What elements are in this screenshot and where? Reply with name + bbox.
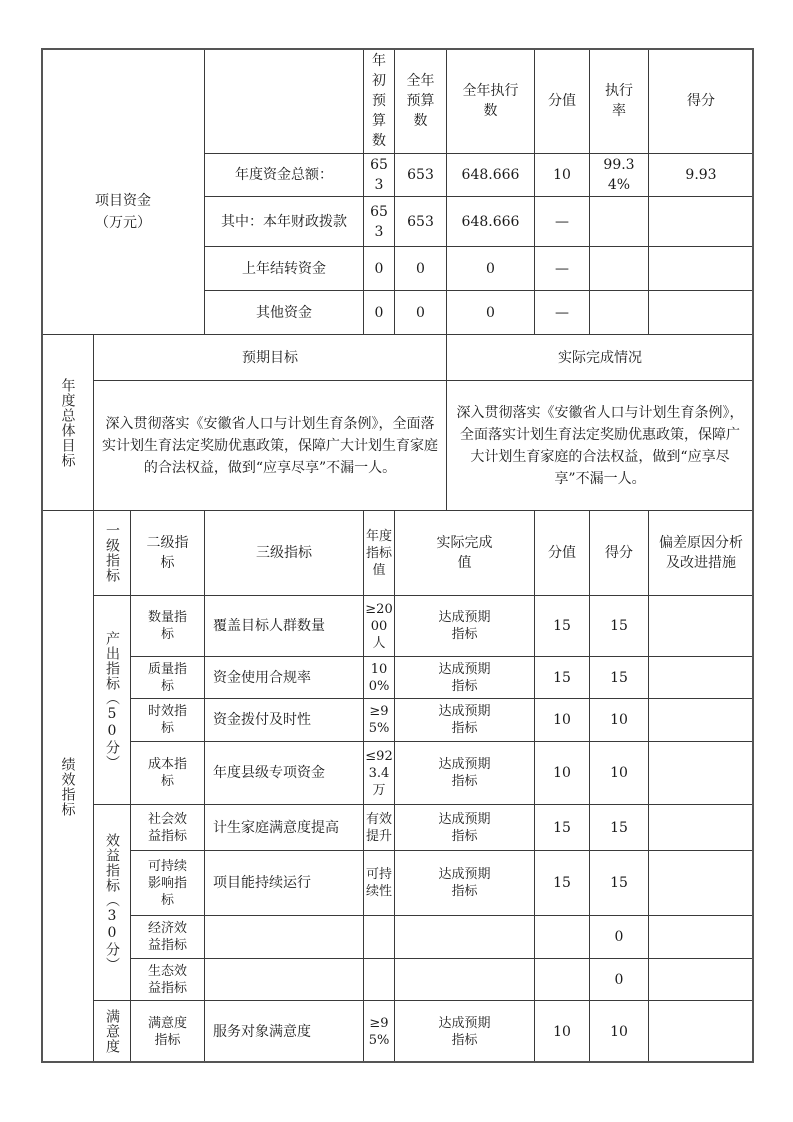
indicator-target bbox=[363, 656, 395, 699]
funds-row-label bbox=[204, 153, 364, 197]
header-level3 bbox=[204, 510, 364, 596]
indicator-score bbox=[589, 656, 649, 699]
header-score-text: 得分 bbox=[605, 545, 633, 561]
header-score bbox=[589, 510, 649, 596]
header-score-value bbox=[534, 48, 590, 154]
indicator-score-value bbox=[534, 656, 590, 699]
level1-output-text: 产出指标（50分） bbox=[104, 630, 120, 770]
indicator-level2 bbox=[130, 804, 205, 851]
goals-expected-text bbox=[93, 380, 447, 511]
indicator-target bbox=[363, 850, 395, 916]
funds-annual-budget-text: 653 bbox=[407, 167, 434, 183]
indicator-level2 bbox=[130, 656, 205, 699]
header-initial-budget bbox=[363, 48, 395, 154]
indicator-score-value bbox=[534, 1000, 590, 1063]
indicator-target bbox=[363, 698, 395, 742]
indicator-deviation bbox=[648, 915, 754, 959]
funds-row-label bbox=[204, 246, 364, 291]
funds-annual-execution bbox=[446, 153, 535, 197]
header-target-text: 年度指标值 bbox=[365, 528, 392, 578]
indicator-score-value-text: 10 bbox=[553, 1023, 571, 1040]
indicator-score-value bbox=[534, 915, 590, 959]
indicator-score-value bbox=[534, 741, 590, 805]
indicator-actual bbox=[394, 656, 535, 699]
funds-score-text: 9.93 bbox=[685, 167, 717, 183]
funds-score bbox=[648, 246, 754, 291]
indicator-deviation bbox=[648, 804, 754, 851]
indicator-score bbox=[589, 958, 649, 1001]
indicator-score-text: 10 bbox=[610, 712, 628, 728]
funds-score-value-text: — bbox=[555, 260, 569, 277]
indicator-level3-text: 计生家庭满意度提高 bbox=[213, 819, 339, 836]
funds-score-value bbox=[534, 196, 590, 247]
funds-score-value-text: 10 bbox=[553, 167, 571, 183]
header-actual-text: 实际完成值 bbox=[436, 535, 493, 571]
header-deviation-text: 偏差原因分析及改进措施 bbox=[659, 535, 743, 571]
header-execution-rate-text: 执行率 bbox=[605, 83, 633, 119]
indicator-level3 bbox=[204, 850, 364, 916]
indicator-score-text: 15 bbox=[610, 819, 628, 836]
indicator-target bbox=[363, 804, 395, 851]
goals-section-label-text: 年度总体目标 bbox=[59, 377, 76, 468]
indicator-score-text: 0 bbox=[614, 929, 624, 945]
level1-satisfaction bbox=[93, 1000, 131, 1063]
funds-execution-rate bbox=[589, 290, 649, 335]
header-score-value-text: 分值 bbox=[548, 93, 576, 109]
indicator-deviation bbox=[648, 958, 754, 1001]
funds-execution-rate bbox=[589, 246, 649, 291]
indicator-level2 bbox=[130, 741, 205, 805]
indicator-score-value bbox=[534, 595, 590, 657]
header-score-value bbox=[534, 510, 590, 596]
indicator-level3 bbox=[204, 958, 364, 1001]
indicator-score-value-text: 15 bbox=[553, 669, 571, 686]
indicator-actual bbox=[394, 1000, 535, 1063]
funds-initial-budget-text: 653 bbox=[370, 157, 388, 193]
funds-initial-budget-text: 0 bbox=[374, 304, 384, 321]
indicator-actual bbox=[394, 958, 535, 1001]
funds-annual-budget bbox=[394, 153, 447, 197]
header-score bbox=[648, 48, 754, 154]
funds-row-label-text: 年度资金总额： bbox=[235, 167, 333, 183]
funds-row-label-text: 其他资金 bbox=[256, 304, 312, 321]
indicator-score-value-text: 10 bbox=[553, 765, 571, 781]
funds-score-value bbox=[534, 246, 590, 291]
indicator-target-text: ≥2000人 bbox=[365, 601, 393, 651]
indicator-level2-text: 经济效益指标 bbox=[147, 921, 187, 953]
indicator-level2-text: 满意度指标 bbox=[147, 1015, 187, 1048]
indicator-score-value bbox=[534, 698, 590, 742]
indicator-actual bbox=[394, 698, 535, 742]
funds-score-value bbox=[534, 290, 590, 335]
funds-score bbox=[648, 153, 754, 197]
indicator-level2 bbox=[130, 1000, 205, 1063]
indicator-score-text: 10 bbox=[610, 765, 628, 781]
header-level3-text: 三级指标 bbox=[256, 545, 312, 561]
header-score-text: 得分 bbox=[687, 93, 715, 109]
indicator-level3-text: 年度县级专项资金 bbox=[213, 765, 325, 781]
indicator-score-value bbox=[534, 804, 590, 851]
funds-score-value-text: — bbox=[555, 304, 569, 321]
goals-actual-text bbox=[446, 380, 754, 511]
indicator-score bbox=[589, 698, 649, 742]
header-level2-text: 二级指标 bbox=[146, 535, 189, 571]
indicator-deviation bbox=[648, 698, 754, 742]
indicator-level3 bbox=[204, 915, 364, 959]
indicator-target-text: ≥95% bbox=[368, 704, 390, 736]
header-actual bbox=[394, 510, 535, 596]
goals-expected-header bbox=[93, 334, 447, 381]
funds-annual-execution-text: 648.666 bbox=[461, 167, 520, 183]
funds-section-label-text: 项目资金（万元） bbox=[95, 192, 151, 231]
performance-section-label bbox=[41, 510, 94, 1063]
indicator-score-value bbox=[534, 958, 590, 1001]
indicator-actual-text: 达成预期指标 bbox=[438, 1015, 491, 1048]
funds-row-label-text: 其中：本年财政拨款 bbox=[221, 213, 347, 230]
funds-row-label bbox=[204, 290, 364, 335]
goals-expected-text-text: 深入贯彻落实《安徽省人口与计划生育条例》，全面落实计划生育法定奖励优惠政策，保障广大计划生育家庭的合法权益，做到“应享尽享”不漏一人。 bbox=[102, 415, 438, 476]
header-deviation bbox=[648, 510, 754, 596]
indicator-score-value-text: 15 bbox=[553, 875, 571, 891]
funds-annual-execution-text: 0 bbox=[486, 260, 495, 277]
funds-annual-budget-text: 0 bbox=[416, 304, 425, 321]
goals-actual-header-text: 实际完成情况 bbox=[558, 349, 642, 366]
indicator-target-text: ≤923.4万 bbox=[365, 748, 393, 798]
header-annual-budget-text: 全年预算数 bbox=[406, 73, 435, 129]
indicator-level2-text: 生态效益指标 bbox=[147, 963, 187, 996]
indicator-level3 bbox=[204, 1000, 364, 1063]
goals-actual-header bbox=[446, 334, 754, 381]
indicator-actual bbox=[394, 915, 535, 959]
funds-execution-rate-text: 99.34% bbox=[603, 157, 635, 193]
funds-section-label bbox=[41, 48, 205, 335]
funds-annual-execution bbox=[446, 290, 535, 335]
goals-expected-header-text: 预期目标 bbox=[242, 349, 298, 366]
indicator-deviation bbox=[648, 656, 754, 699]
indicator-level3 bbox=[204, 804, 364, 851]
funds-annual-budget bbox=[394, 246, 447, 291]
header-level2 bbox=[130, 510, 205, 596]
indicator-score-text: 0 bbox=[614, 971, 624, 988]
indicator-target-text: 100% bbox=[368, 661, 390, 694]
goals-actual-text-text: 深入贯彻落实《安徽省人口与计划生育条例》，全面落实计划生育法定奖励优惠政策，保障广大计划生育家庭的合法权益，做到“应享尽享”不漏一人。 bbox=[456, 404, 744, 487]
indicator-level2-text: 数量指标 bbox=[147, 610, 187, 642]
indicator-level2 bbox=[130, 850, 205, 916]
funds-row-label-text: 上年结转资金 bbox=[242, 260, 326, 277]
funds-annual-execution-text: 648.666 bbox=[461, 213, 520, 230]
indicator-score-value-text: 10 bbox=[553, 712, 571, 728]
header-score-value-text: 分值 bbox=[548, 545, 576, 561]
header-initial-budget-text: 年初预算数 bbox=[372, 53, 386, 149]
funds-initial-budget bbox=[363, 153, 395, 197]
indicator-score-value-text: 15 bbox=[553, 618, 571, 634]
indicator-score-text: 15 bbox=[610, 875, 628, 891]
indicator-actual bbox=[394, 804, 535, 851]
indicator-score-value-text: 15 bbox=[553, 819, 571, 836]
indicator-score bbox=[589, 741, 649, 805]
funds-initial-budget-text: 653 bbox=[370, 203, 388, 240]
indicator-target-text: 有效提升 bbox=[365, 811, 392, 844]
indicator-level3-text: 服务对象满意度 bbox=[213, 1023, 311, 1040]
indicator-target bbox=[363, 741, 395, 805]
indicator-score bbox=[589, 804, 649, 851]
indicator-actual-text: 达成预期指标 bbox=[438, 610, 491, 642]
indicator-level2-text: 质量指标 bbox=[147, 661, 187, 694]
indicator-score bbox=[589, 1000, 649, 1063]
indicator-actual-text: 达成预期指标 bbox=[438, 757, 491, 789]
indicator-target-text: ≥95% bbox=[368, 1015, 390, 1048]
funds-score-value bbox=[534, 153, 590, 197]
goals-section-label bbox=[41, 334, 94, 511]
performance-section-label-text: 绩效指标 bbox=[59, 756, 76, 817]
indicator-level2-text: 社会效益指标 bbox=[147, 811, 187, 844]
funds-score-value-text: — bbox=[555, 213, 569, 230]
funds-initial-budget bbox=[363, 246, 395, 291]
funds-annual-budget bbox=[394, 290, 447, 335]
indicator-level2-text: 成本指标 bbox=[147, 757, 187, 789]
indicator-target bbox=[363, 1000, 395, 1063]
indicator-target bbox=[363, 595, 395, 657]
indicator-actual bbox=[394, 595, 535, 657]
header-execution-rate bbox=[589, 48, 649, 154]
indicator-actual-text: 达成预期指标 bbox=[438, 704, 491, 736]
indicator-level2-text: 可持续影响指标 bbox=[147, 858, 187, 908]
funds-execution-rate bbox=[589, 196, 649, 247]
funds-initial-budget bbox=[363, 290, 395, 335]
level1-output bbox=[93, 595, 131, 805]
level1-benefit-text: 效益指标（30分） bbox=[104, 833, 120, 972]
indicator-score bbox=[589, 915, 649, 959]
indicator-level2 bbox=[130, 698, 205, 742]
indicator-actual bbox=[394, 850, 535, 916]
funds-annual-budget-text: 0 bbox=[416, 260, 425, 277]
header-level1 bbox=[93, 510, 131, 596]
indicator-target-text: 可持续性 bbox=[365, 867, 392, 899]
funds-row-label bbox=[204, 196, 364, 247]
indicator-actual bbox=[394, 741, 535, 805]
indicator-score-value bbox=[534, 850, 590, 916]
header-annual-execution-text: 全年执行数 bbox=[462, 83, 519, 119]
funds-header-blank bbox=[204, 48, 364, 154]
indicator-level3-text: 覆盖目标人群数量 bbox=[213, 618, 325, 634]
indicator-level2 bbox=[130, 958, 205, 1001]
header-level1-text: 一级指标 bbox=[104, 523, 120, 583]
indicator-level3-text: 资金拨付及时性 bbox=[213, 712, 311, 728]
indicator-score-text: 15 bbox=[610, 669, 628, 686]
indicator-score-text: 10 bbox=[610, 1023, 628, 1040]
header-annual-budget bbox=[394, 48, 447, 154]
funds-initial-budget bbox=[363, 196, 395, 247]
funds-score bbox=[648, 290, 754, 335]
indicator-actual-text: 达成预期指标 bbox=[438, 811, 491, 844]
indicator-level2 bbox=[130, 915, 205, 959]
funds-annual-budget-text: 653 bbox=[407, 213, 434, 230]
level1-benefit bbox=[93, 804, 131, 1001]
indicator-level3-text: 资金使用合规率 bbox=[213, 669, 311, 686]
header-target bbox=[363, 510, 395, 596]
indicator-level3 bbox=[204, 595, 364, 657]
indicator-level3-text: 项目能持续运行 bbox=[213, 875, 311, 891]
funds-annual-budget bbox=[394, 196, 447, 247]
indicator-actual-text: 达成预期指标 bbox=[438, 661, 491, 694]
indicator-level2-text: 时效指标 bbox=[147, 704, 187, 736]
indicator-deviation bbox=[648, 741, 754, 805]
header-annual-execution bbox=[446, 48, 535, 154]
funds-score bbox=[648, 196, 754, 247]
level1-satisfaction-text: 满意度 bbox=[104, 1009, 120, 1054]
indicator-score bbox=[589, 595, 649, 657]
indicator-score-text: 15 bbox=[610, 618, 628, 634]
indicator-actual-text: 达成预期指标 bbox=[438, 867, 491, 899]
indicator-deviation bbox=[648, 595, 754, 657]
funds-initial-budget-text: 0 bbox=[374, 260, 384, 277]
indicator-deviation bbox=[648, 850, 754, 916]
indicator-level2 bbox=[130, 595, 205, 657]
indicator-level3 bbox=[204, 656, 364, 699]
indicator-score bbox=[589, 850, 649, 916]
indicator-target bbox=[363, 958, 395, 1001]
funds-annual-execution bbox=[446, 196, 535, 247]
indicator-level3 bbox=[204, 741, 364, 805]
indicator-level3 bbox=[204, 698, 364, 742]
indicator-target bbox=[363, 915, 395, 959]
funds-annual-execution bbox=[446, 246, 535, 291]
funds-annual-execution-text: 0 bbox=[486, 304, 495, 321]
indicator-deviation bbox=[648, 1000, 754, 1063]
funds-execution-rate bbox=[589, 153, 649, 197]
